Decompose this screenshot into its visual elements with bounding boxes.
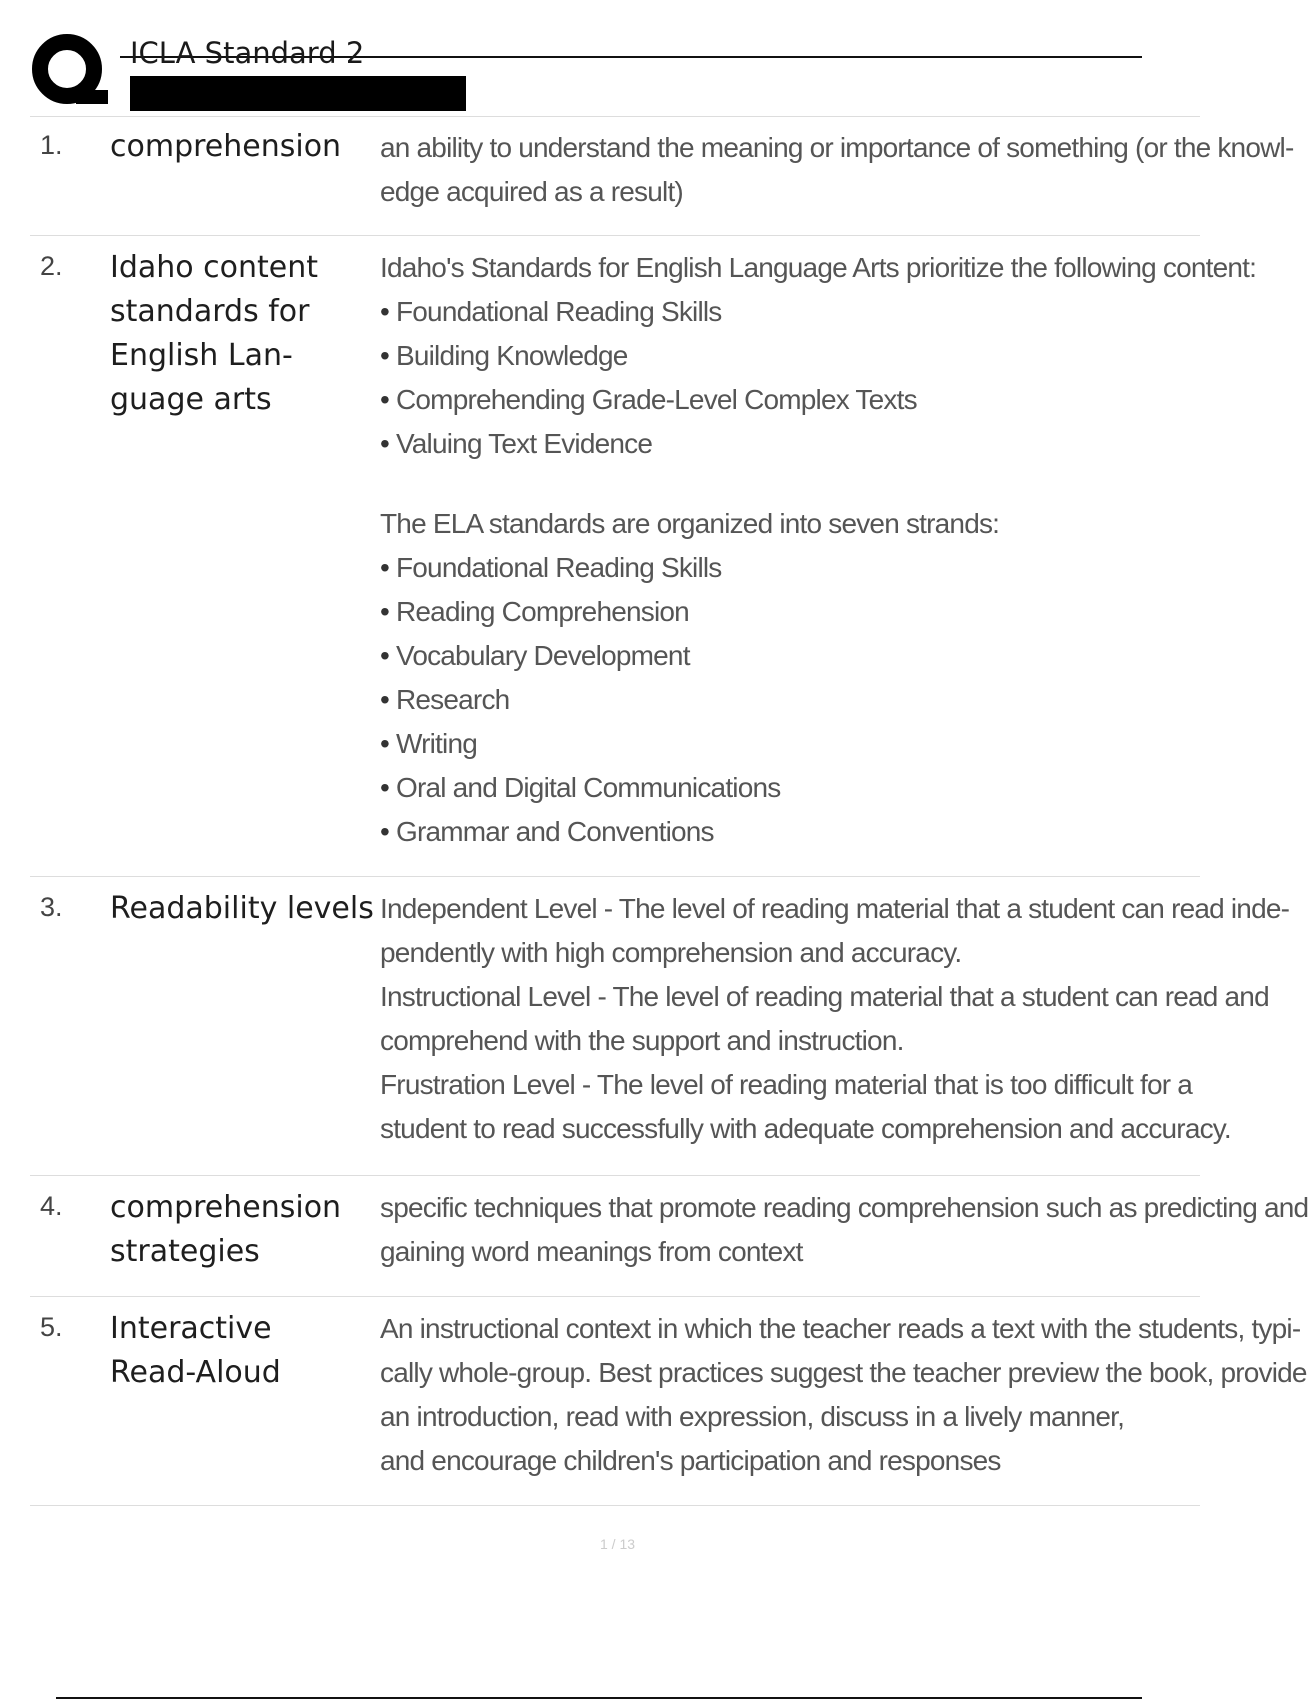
term-row [30,116,1294,235]
row-number: 4. [40,1191,63,1221]
redaction-bar [130,76,466,111]
term-label: Readability levels [110,891,374,926]
list-item: • Comprehending Grade-Level Complex Texts [380,378,1210,422]
strands-intro: The ELA standards are organized into seven strands: [380,508,1000,539]
list-item: • Research [380,678,1210,722]
term-definition: an ability to understand the meaning or importance of something (or the knowl- edge acquired as a result) [380,132,1294,207]
q-logo-icon [30,32,110,112]
row-number: 5. [40,1312,63,1342]
list-item: • Grammar and Conventions [380,810,1210,854]
list-item: • Reading Comprehension [380,590,1210,634]
list-item: • Foundational Reading Skills [380,290,1210,334]
term-definition: specific techniques that promote reading comprehension such as predicting and gaining word meanings from context [380,1192,1308,1267]
content-intro: Idaho's Standards for English Language Arts prioritize the following content: [380,252,1257,283]
term-definition: Independent Level - The level of reading material that a student can read inde- pendently with high comprehension and accuracy. Instructional Level - The level of reading material that a student can read and comprehend with the support and instruction. Frustration Level - The level of reading material that is too difficult for a student to read successfully with adequate comprehension and accuracy. [380,893,1290,1144]
list-item: • Building Knowledge [380,334,1210,378]
term-definition: An instructional context in which the teacher reads a text with the students, typi- cally whole-group. Best practices suggest the teacher preview the book, provide an introduction, read with expression, discuss in a lively manner, and encourage children's participation and responses [380,1313,1307,1476]
bottom-divider [56,1697,1142,1699]
list-item: • Vocabulary Development [380,634,1210,678]
term-label: comprehension [110,129,342,164]
row-number: 2. [40,251,63,281]
row-number: 1. [40,130,63,160]
term-label: Interactive Read-Aloud [110,1311,281,1390]
term-row [30,1175,1308,1296]
row-number: 3. [40,892,63,922]
list-item: • Writing [380,722,1210,766]
document-title: ICLA Standard 2 [130,36,365,70]
term-label: Idaho content standards for English Lan- guage arts [110,250,319,417]
term-row [30,1296,1307,1506]
term-row [30,876,1290,1175]
term-row [30,235,1257,876]
list-item: • Valuing Text Evidence [380,422,1210,466]
terms-table [30,116,1308,1506]
term-definition [380,246,1257,854]
term-label: comprehension strategies [110,1190,342,1269]
page-number: 1 / 13 [599,1536,636,1552]
list-item: • Foundational Reading Skills [380,546,1210,590]
list-item: • Oral and Digital Communications [380,766,1210,810]
